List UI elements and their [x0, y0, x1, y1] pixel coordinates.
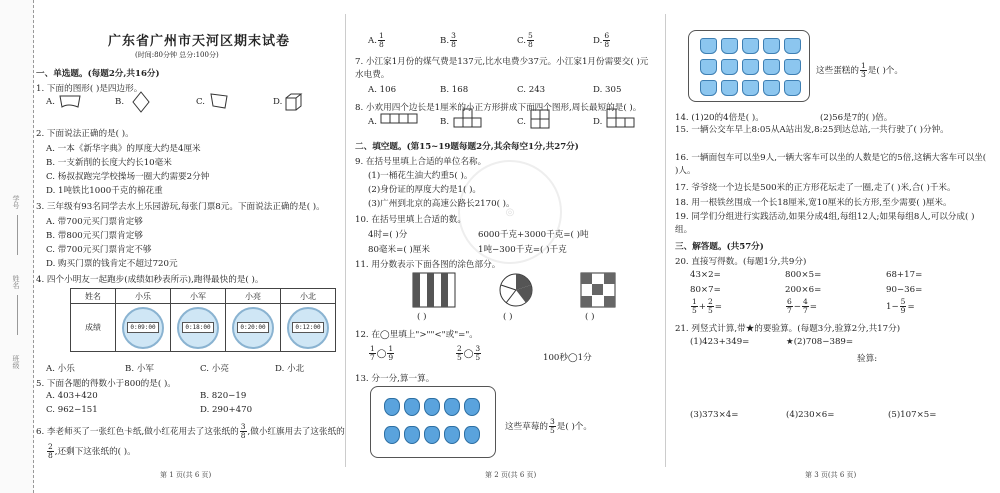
question-14b: (2)56是7的( )倍。 [820, 113, 893, 123]
stopwatch-icon [287, 307, 329, 349]
question-21: 21. 列竖式计算,带★的要验算。(每题3分,验算2分,共17分) [675, 324, 901, 334]
question-20: 20. 直接写得数。(每题1分,共9分) [675, 257, 807, 267]
question-13: 13. 分一分,算一算。 [355, 374, 435, 384]
fill-item: 80毫米=( )厘米 [368, 245, 430, 255]
binding-label-id: 学号 [12, 195, 20, 209]
calc-item: (1)423+349= [690, 337, 750, 347]
section-heading: 三、解答题。(共57分) [675, 242, 764, 252]
binding-label-name: 姓名 [12, 275, 20, 289]
checker-figure [580, 272, 616, 308]
option-c: C. 小亮 [200, 364, 229, 374]
cake-question: 这些蛋糕的 $\frac{1}{3}$ 是( )个。 [816, 61, 903, 79]
fraction: $\frac{2}{8}$ [48, 442, 53, 460]
table-header: 小军 [171, 289, 226, 304]
answer-blank[interactable]: ( ) [503, 312, 513, 322]
cake-icon [721, 80, 738, 96]
question-text: ,还剩下这张纸的( )。 [54, 447, 136, 457]
table-header: 姓名 [71, 289, 116, 304]
stopwatch-icon [177, 307, 219, 349]
option-b: B. [440, 117, 450, 127]
stopwatch-icon [122, 307, 164, 349]
table-header: 小亮 [226, 289, 281, 304]
option-c: C. 962−151 [46, 405, 98, 415]
table-header: 小乐 [116, 289, 171, 304]
section-heading: 一、单选题。(每题2分,共16分) [36, 69, 160, 79]
calc-item: 1− $\frac{5}{9}$ = [886, 297, 915, 315]
binding-line [17, 215, 18, 255]
option-a: A. 106 [368, 85, 397, 95]
stopwatch-time: 0:09:00 [127, 322, 158, 333]
watermark: ◎ [458, 160, 562, 264]
fill-item: 1吨−300千克=( )千克 [478, 245, 567, 255]
question-1: 1. 下面的图形( )是四边形。 [36, 84, 143, 94]
question-16: 16. 一辆面包车可以坐9人,一辆大客车可以坐的人数是它的5倍,这辆大客车可以坐( )人。 [675, 153, 987, 176]
option-a: A. 403+420 [46, 391, 98, 401]
option-c: C. 杨叔叔跑完学校操场一圈大约需要2分钟 [46, 172, 210, 182]
option-d: D. 290+470 [200, 405, 253, 415]
cake-icon [742, 38, 759, 54]
stopwatch-time: 0:12:00 [292, 322, 323, 333]
page-footer: 第 2 页(共 6 页) [485, 471, 537, 479]
binding-label-class: 班级 [12, 355, 20, 369]
calc-item: $\frac{1}{5}$ + $\frac{2}{5}$ = [692, 297, 722, 315]
calc-item: (5)107×5= [888, 410, 937, 420]
binding-margin [0, 0, 34, 493]
compare-item: 100秒◯1分 [543, 353, 592, 363]
cake-icon [784, 80, 801, 96]
answer-blank[interactable]: ( ) [585, 312, 595, 322]
strawberry-icon [444, 426, 460, 444]
cake-icon [784, 59, 801, 75]
strawberry-icon [384, 398, 400, 416]
question-text: 6. 李老师买了一张红色卡纸,做小红花用去了这张纸的 [36, 427, 239, 437]
pie-figure [498, 272, 534, 308]
strawberry-icon [464, 398, 480, 416]
page-footer: 第 3 页(共 6 页) [805, 471, 857, 479]
strawberry-icon [384, 426, 400, 444]
fill-item: (1)一桶花生油大约重5( )。 [368, 171, 473, 181]
question-10: 10. 在括号里填上合适的数。 [355, 215, 466, 225]
page-title: 广东省广州市天河区期末试卷 [108, 34, 291, 49]
table-cell [281, 304, 336, 352]
calc-item: $\frac{6}{7}$ − $\frac{4}{7}$ = [787, 297, 817, 315]
option-c: C. [196, 97, 206, 107]
question-4: 4. 四个小明友一起跑步(成绩如秒表所示),跑得最快的是( )。 [36, 275, 264, 285]
option-b: B. [115, 97, 125, 107]
calc-item: (3)373×4= [690, 410, 739, 420]
calc-item: (4)230×6= [786, 410, 835, 420]
table-row-label: 成绩 [71, 304, 116, 352]
t-shape-icon [452, 108, 484, 130]
striped-rect-figure [412, 272, 456, 308]
fill-item: 6000千克+3000千克=( )吨 [478, 230, 589, 240]
l-shape-icon [605, 108, 637, 130]
option-a: A. [46, 97, 55, 107]
stopwatch-time: 0:18:00 [182, 322, 213, 333]
cake-icon [721, 59, 738, 75]
fill-item: (2)身份证的厚度大约是1( )。 [368, 185, 482, 195]
option-a: A. 带700元买门票肯定够 [46, 217, 143, 227]
compare-item: $\frac{1}{7}$ ◯ $\frac{1}{9}$ [370, 344, 394, 362]
strawberry-icon [404, 426, 420, 444]
check-label: 验算: [857, 354, 878, 364]
question-18: 18. 用一根铁丝围成一个长18厘米,宽10厘米的长方形,至少需要( )厘米。 [675, 198, 952, 208]
cake-icon [700, 59, 717, 75]
option-c: C. [517, 117, 527, 127]
section-heading: 二、填空题。(第15~19题每题2分,其余每空1分,共27分) [355, 142, 579, 152]
question-19: 19. 同学们分组进行实践活动,如果分成4组,每组12人;如果每组8人,可以分成( )组。 [675, 212, 975, 235]
calc-item: 200×6= [785, 285, 822, 295]
calc-item: 68+17= [886, 270, 923, 280]
q6-option-b: B. $\frac{3}{8}$ [440, 31, 456, 49]
option-d: D. [273, 97, 283, 107]
question-2: 2. 下面说法正确的是( )。 [36, 129, 134, 139]
option-b: B. 带800元买门票肯定够 [46, 231, 143, 241]
cake-icon [700, 80, 717, 96]
q6-option-c: C. $\frac{5}{8}$ [517, 31, 533, 49]
question-6-cont [46, 443, 136, 460]
cake-icon [700, 38, 717, 54]
cake-icon [784, 38, 801, 54]
question-11: 11. 用分数表示下面各图的涂色部分。 [355, 260, 501, 270]
calc-item: 90−36= [886, 285, 923, 295]
question-text: ,做小红旗用去了这张纸的 [247, 427, 345, 437]
question-6 [36, 423, 345, 440]
option-d: D. 小北 [275, 364, 305, 374]
cake-icon [763, 80, 780, 96]
question-7: 7. 小江家1月份的煤气费是137元,比水电费少37元。小江家1月份需要交( )元水电费。 [355, 57, 649, 80]
strawberry-icon [404, 398, 420, 416]
page-footer: 第 1 页(共 6 页) [160, 471, 212, 479]
option-b: B. 168 [440, 85, 469, 95]
strawberry-icon [444, 398, 460, 416]
option-a: A. 小乐 [46, 364, 75, 374]
question-8: 8. 小欢用四个边长是1厘米的小正方形拼成下面四个图形,周长最短的是( )。 [355, 103, 642, 113]
table-cell [171, 304, 226, 352]
timing-table [70, 288, 336, 352]
calc-item: 43×2= [690, 270, 721, 280]
option-c: C. 带700元买门票肯定不够 [46, 245, 152, 255]
strawberry-icon [424, 398, 440, 416]
binding-line [17, 295, 18, 335]
tiles-row-icon [380, 112, 420, 124]
curved-shape-icon [58, 93, 84, 109]
q6-option-a: A. $\frac{1}{8}$ [368, 31, 384, 49]
quadrilateral-icon [208, 92, 230, 110]
column-divider [345, 14, 346, 467]
strawberry-icon [424, 426, 440, 444]
cake-icon [763, 59, 780, 75]
calc-item: ★(2)708−389= [786, 337, 854, 347]
question-12: 12. 在◯里填上">""<"或"="。 [355, 330, 478, 340]
cake-icon [742, 80, 759, 96]
calc-item: 800×5= [785, 270, 822, 280]
stopwatch-icon [232, 307, 274, 349]
option-b: B. 小军 [125, 364, 154, 374]
question-17: 17. 爷爷绕一个边长是500米的正方形花坛走了一圈,走了( )米,合( )千米。 [675, 183, 956, 193]
question-9: 9. 在括号里填上合适的单位名称。 [355, 157, 487, 167]
fill-item: (3)广州到北京的高速公路长2170( )。 [368, 199, 515, 209]
cake-icon [742, 59, 759, 75]
question-5: 5. 下面各题的得数小于800的是( )。 [36, 379, 176, 389]
option-b: B. 一支新削的长度大约长10毫米 [46, 158, 172, 168]
strawberry-icon [464, 426, 480, 444]
fraction: $\frac{3}{8}$ [240, 422, 246, 440]
compare-item: $\frac{2}{5}$ ◯ $\frac{3}{5}$ [457, 344, 481, 362]
option-d: D. 305 [593, 85, 622, 95]
strawberry-question: 这些草莓的 $\frac{3}{5}$ 是( )个。 [505, 417, 592, 435]
calc-item: 80×7= [690, 285, 721, 295]
option-d: D. 1吨铁比1000千克的棉花重 [46, 186, 163, 196]
answer-blank[interactable]: ( ) [417, 312, 427, 322]
table-cell [116, 304, 171, 352]
question-14: 14. (1)20的4倍是( )。 [675, 113, 764, 123]
cube-icon [284, 92, 304, 112]
diamond-icon [130, 90, 152, 114]
stopwatch-time: 0:20:00 [237, 322, 268, 333]
cake-icon [763, 38, 780, 54]
option-c: C. 243 [517, 85, 546, 95]
cake-icon [721, 38, 738, 54]
table-header: 小北 [281, 289, 336, 304]
strawberry-box [370, 386, 496, 458]
option-a: A. [368, 117, 377, 127]
table-cell [226, 304, 281, 352]
fill-item: 4时=( )分 [368, 230, 408, 240]
option-b: B. 820−19 [200, 391, 247, 401]
option-d: D. [593, 117, 603, 127]
question-15: 15. 一辆公交车早上8:05从A站出发,8:25到达总站,一共行驶了( )分钟。 [675, 125, 949, 135]
q6-option-d: D. $\frac{6}{8}$ [593, 31, 610, 49]
page-subtitle: (时间:80分钟 总分:100分) [135, 51, 219, 59]
option-d: D. 购买门票的钱肯定不超过720元 [46, 259, 178, 269]
column-divider [665, 14, 666, 467]
option-a: A. 一本《新华字典》的厚度大约是4厘米 [46, 144, 201, 154]
question-3: 3. 三年级有93名同学去水上乐园游玩,每张门票8元。下面说法正确的是( )。 [36, 202, 325, 212]
square-shape-icon [529, 108, 551, 130]
